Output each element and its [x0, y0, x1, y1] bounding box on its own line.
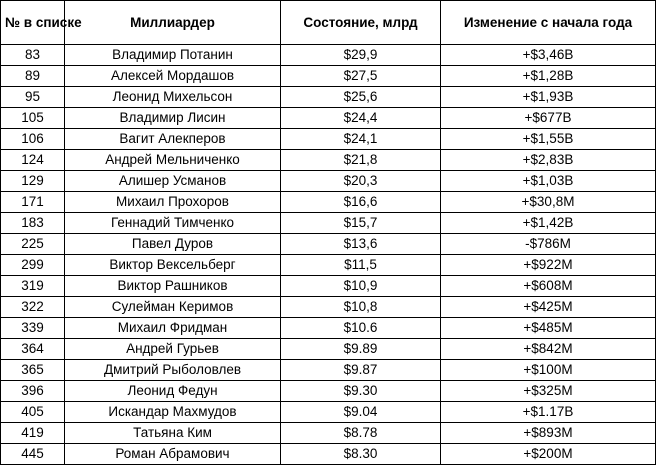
header-wealth: Состояние, млрд [281, 1, 441, 45]
cell-rank: 319 [1, 276, 65, 297]
cell-wealth: $24,1 [281, 129, 441, 150]
cell-change: +$1,42B [441, 213, 656, 234]
cell-name: Геннадий Тимченко [65, 213, 281, 234]
header-row [1, 1, 656, 45]
cell-name: Вагит Алекперов [65, 129, 281, 150]
cell-wealth: $15,7 [281, 213, 441, 234]
cell-change: +$1,28B [441, 66, 656, 87]
cell-name: Владимир Лисин [65, 108, 281, 129]
cell-rank: 419 [1, 423, 65, 444]
cell-rank: 106 [1, 129, 65, 150]
table-row [1, 234, 656, 255]
table-row [1, 297, 656, 318]
cell-name: Андрей Мельниченко [65, 150, 281, 171]
table-row [1, 444, 656, 465]
header-name: Миллиардер [65, 1, 281, 45]
cell-rank: 105 [1, 108, 65, 129]
cell-wealth: $9.04 [281, 402, 441, 423]
cell-wealth: $29,9 [281, 45, 441, 66]
cell-name: Михаил Прохоров [65, 192, 281, 213]
table-row [1, 423, 656, 444]
cell-rank: 299 [1, 255, 65, 276]
cell-change: +$425M [441, 297, 656, 318]
cell-change: +$893M [441, 423, 656, 444]
cell-rank: 364 [1, 339, 65, 360]
cell-change: +$100M [441, 360, 656, 381]
table-row [1, 276, 656, 297]
cell-wealth: $21,8 [281, 150, 441, 171]
cell-name: Алишер Усманов [65, 171, 281, 192]
cell-rank: 129 [1, 171, 65, 192]
table-row [1, 108, 656, 129]
table-header [1, 1, 656, 45]
cell-name: Леонид Михельсон [65, 87, 281, 108]
cell-name: Андрей Гурьев [65, 339, 281, 360]
cell-wealth: $8.30 [281, 444, 441, 465]
cell-wealth: $27,5 [281, 66, 441, 87]
cell-wealth: $10,8 [281, 297, 441, 318]
cell-rank: 405 [1, 402, 65, 423]
header-rank: № в списке [1, 1, 65, 45]
cell-rank: 322 [1, 297, 65, 318]
cell-name: Дмитрий Рыболовлев [65, 360, 281, 381]
cell-change: +$677B [441, 108, 656, 129]
cell-name: Алексей Мордашов [65, 66, 281, 87]
cell-wealth: $16,6 [281, 192, 441, 213]
cell-name: Татьяна Ким [65, 423, 281, 444]
cell-wealth: $9.89 [281, 339, 441, 360]
table-row [1, 339, 656, 360]
cell-change: +$1,03B [441, 171, 656, 192]
cell-name: Виктор Рашников [65, 276, 281, 297]
cell-change: +$1.17B [441, 402, 656, 423]
cell-change: -$786M [441, 234, 656, 255]
cell-change: +$1,93B [441, 87, 656, 108]
cell-change: +$3,46B [441, 45, 656, 66]
cell-change: +$608M [441, 276, 656, 297]
cell-change: +$1,55B [441, 129, 656, 150]
cell-name: Роман Абрамович [65, 444, 281, 465]
cell-change: +$485M [441, 318, 656, 339]
cell-change: +$200M [441, 444, 656, 465]
cell-rank: 83 [1, 45, 65, 66]
cell-wealth: $8.78 [281, 423, 441, 444]
cell-rank: 183 [1, 213, 65, 234]
cell-name: Михаил Фридман [65, 318, 281, 339]
table-row [1, 129, 656, 150]
cell-wealth: $10.6 [281, 318, 441, 339]
cell-change: +$30,8M [441, 192, 656, 213]
table-row [1, 45, 656, 66]
cell-name: Виктор Вексельберг [65, 255, 281, 276]
header-change: Изменение с начала года [441, 1, 656, 45]
cell-rank: 171 [1, 192, 65, 213]
cell-name: Сулейман Керимов [65, 297, 281, 318]
cell-change: +$2,83B [441, 150, 656, 171]
cell-rank: 396 [1, 381, 65, 402]
cell-wealth: $10,9 [281, 276, 441, 297]
table-row [1, 255, 656, 276]
cell-name: Леонид Федун [65, 381, 281, 402]
table-row [1, 318, 656, 339]
table-row [1, 192, 656, 213]
cell-wealth: $24,4 [281, 108, 441, 129]
table-row [1, 213, 656, 234]
cell-change: +$922M [441, 255, 656, 276]
table-row [1, 87, 656, 108]
cell-rank: 339 [1, 318, 65, 339]
table-row [1, 381, 656, 402]
cell-rank: 445 [1, 444, 65, 465]
cell-wealth: $20,3 [281, 171, 441, 192]
cell-rank: 124 [1, 150, 65, 171]
cell-wealth: $13,6 [281, 234, 441, 255]
cell-name: Владимир Потанин [65, 45, 281, 66]
cell-rank: 89 [1, 66, 65, 87]
cell-rank: 365 [1, 360, 65, 381]
table-row [1, 150, 656, 171]
cell-change: +$325M [441, 381, 656, 402]
table-row [1, 402, 656, 423]
cell-wealth: $11,5 [281, 255, 441, 276]
table-row [1, 171, 656, 192]
cell-rank: 95 [1, 87, 65, 108]
cell-rank: 225 [1, 234, 65, 255]
cell-wealth: $9.87 [281, 360, 441, 381]
cell-name: Искандар Махмудов [65, 402, 281, 423]
table-row [1, 66, 656, 87]
cell-wealth: $9.30 [281, 381, 441, 402]
table-body [1, 45, 656, 465]
cell-change: +$842M [441, 339, 656, 360]
cell-name: Павел Дуров [65, 234, 281, 255]
table-row [1, 360, 656, 381]
cell-wealth: $25,6 [281, 87, 441, 108]
